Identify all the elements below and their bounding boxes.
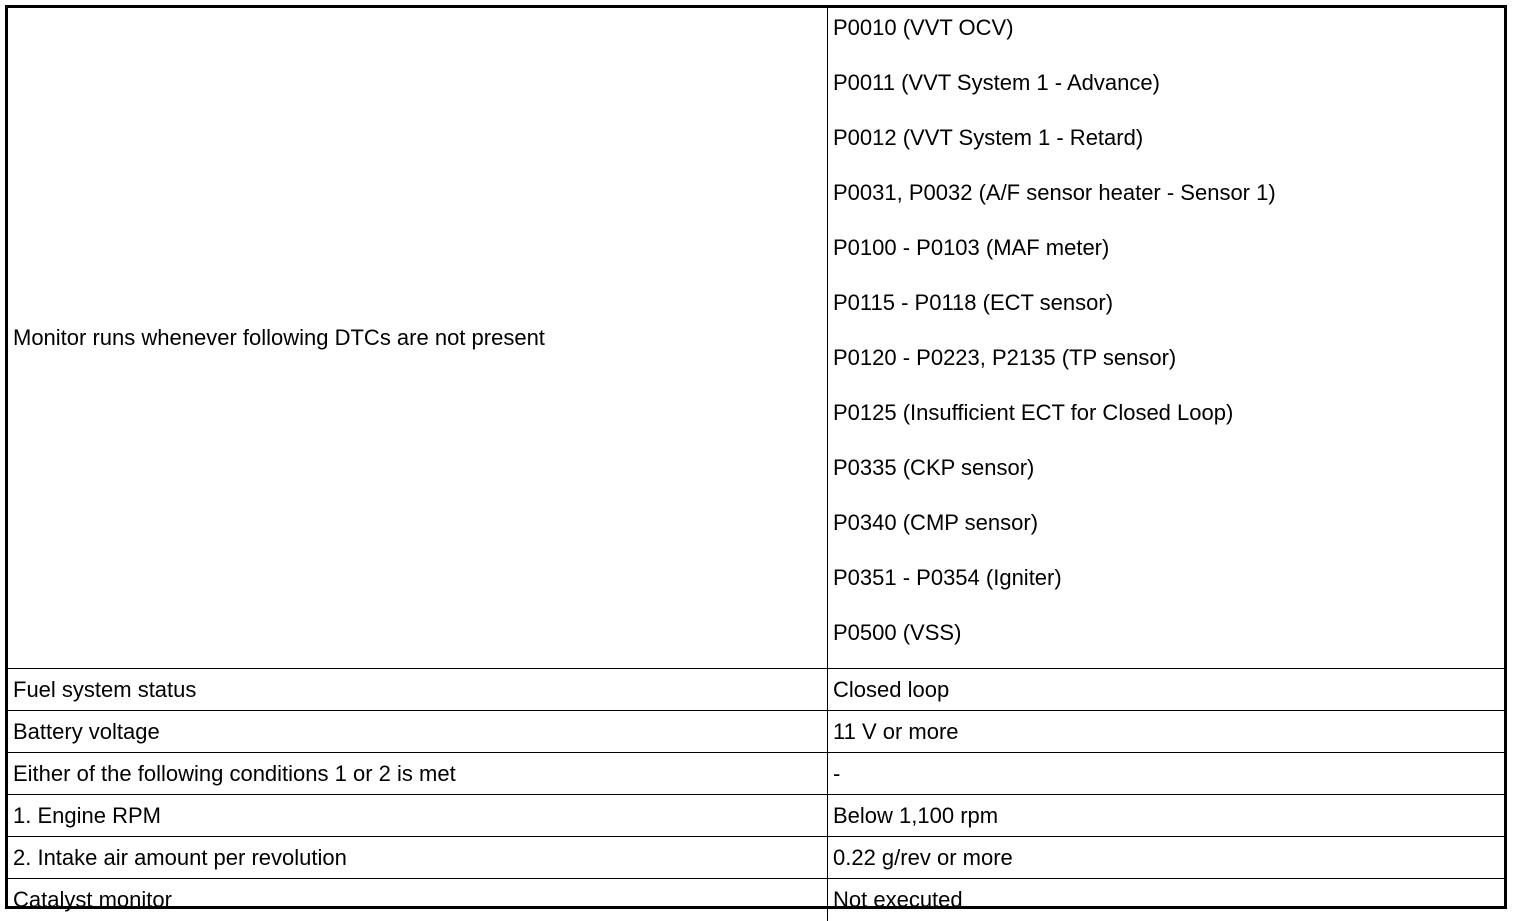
row-value: Not executed <box>828 879 1505 921</box>
dtc-item: P0100 - P0103 (MAF meter) <box>833 235 1110 260</box>
row-label: Battery voltage <box>8 711 828 753</box>
row-value: Closed loop <box>828 669 1505 711</box>
row-label: 2. Intake air amount per revolution <box>8 837 828 879</box>
table-row-fuel-system-status <box>8 669 1504 711</box>
dtc-item: P0011 (VVT System 1 - Advance) <box>833 70 1160 95</box>
table-row-engine-rpm <box>8 795 1504 837</box>
row-label: Either of the following conditions 1 or 2 is met <box>8 753 828 795</box>
row-value: 0.22 g/rev or more <box>828 837 1505 879</box>
row-label: 1. Engine RPM <box>8 795 828 837</box>
row-value: Below 1,100 rpm <box>828 795 1505 837</box>
dtc-item: P0335 (CKP sensor) <box>833 455 1035 480</box>
row-value: - <box>828 753 1505 795</box>
dtc-item: P0125 (Insufficient ECT for Closed Loop) <box>833 400 1234 425</box>
row-label: Catalyst monitor <box>8 879 828 921</box>
row-label-dtc: Monitor runs whenever following DTCs are not present <box>8 8 828 669</box>
dtc-item: P0351 - P0354 (Igniter) <box>833 565 1062 590</box>
dtc-item: P0340 (CMP sensor) <box>833 510 1039 535</box>
dtc-item: P0031, P0032 (A/F sensor heater - Sensor 1) <box>833 180 1276 205</box>
dtc-item: P0010 (VVT OCV) <box>833 15 1014 40</box>
dtc-item: P0120 - P0223, P2135 (TP sensor) <box>833 345 1177 370</box>
dtc-item: P0500 (VSS) <box>833 620 962 645</box>
dtc-list-cell <box>828 8 1505 669</box>
dtc-item: P0115 - P0118 (ECT sensor) <box>833 290 1114 315</box>
table-row-battery-voltage <box>8 711 1504 753</box>
table-row-either-condition <box>8 753 1504 795</box>
table-row-catalyst-monitor <box>8 879 1504 921</box>
dtc-list <box>833 8 1504 668</box>
dtc-item: P0012 (VVT System 1 - Retard) <box>833 125 1144 150</box>
row-label: Fuel system status <box>8 669 828 711</box>
conditions-table <box>8 8 1504 921</box>
table-row-dtc-conditions <box>8 8 1504 669</box>
row-value: 11 V or more <box>828 711 1505 753</box>
conditions-table-frame <box>5 5 1507 912</box>
table-row-intake-air <box>8 837 1504 879</box>
